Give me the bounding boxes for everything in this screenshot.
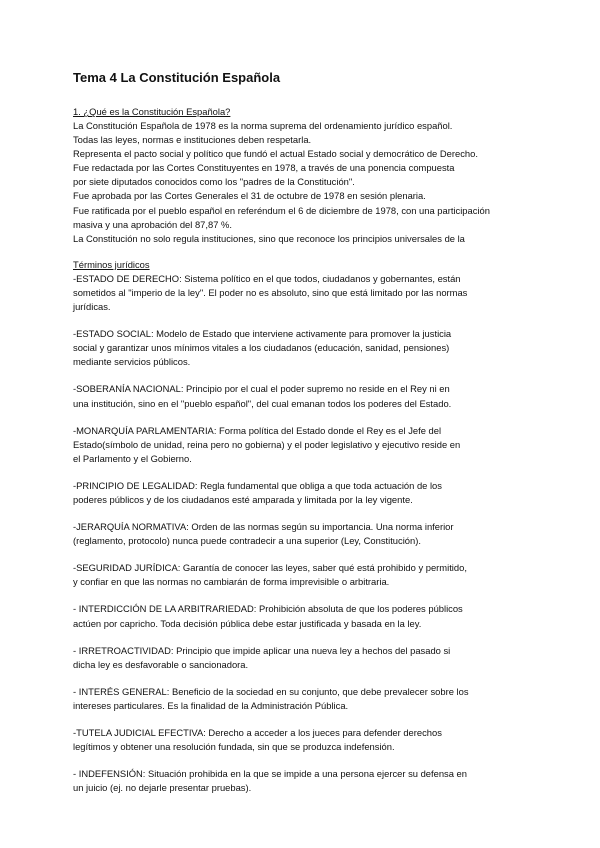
term-line: dicha ley es desfavorable o sancionadora.: [73, 658, 249, 670]
term-definition: [73, 382, 533, 410]
term-definition: [73, 272, 533, 314]
term-definition: [73, 767, 533, 795]
section-legal-terms: [73, 258, 533, 796]
term-line: legítimos y obtener una resolución fundada, sin que se produzca indefensión.: [73, 741, 395, 753]
term-definition: [73, 479, 533, 507]
term-line: (reglamento, protocolo) nunca puede contradecir a una superior (Ley, Constitución).: [73, 535, 421, 547]
document-page: [73, 70, 533, 808]
term-line: -PRINCIPIO DE LEGALIDAD: Regla fundamental que obliga a que toda actuación de los: [73, 479, 442, 491]
paragraph-line: La Constitución Española de 1978 es la norma suprema del ordenamiento jurídico español.: [73, 120, 453, 131]
section-heading: Términos jurídicos: [73, 258, 150, 270]
paragraph-line: Fue aprobada por las Cortes Generales el 31 de octubre de 1978 en sesión plenaria.: [73, 190, 426, 202]
term-line: -TUTELA JUDICIAL EFECTIVA: Derecho a acceder a los jueces para defender derechos: [73, 727, 442, 738]
term-line: un juicio (ej. no dejarle presentar pruebas).: [73, 782, 252, 794]
term-definition: [73, 424, 533, 466]
section-heading: 1. ¿Qué es la Constitución Española?: [73, 106, 231, 117]
term-line: social y garantizar unos mínimos vitales a los ciudadanos (educación, sanidad, pensiones): [73, 342, 450, 354]
term-line: - INTERDICCIÓN DE LA ARBITRARIEDAD: Prohibición absoluta de que los poderes públicos: [73, 603, 463, 615]
term-definition: [73, 602, 533, 630]
term-definition: [73, 685, 533, 713]
term-line: poderes públicos y de los ciudadanos esté amparada y limitada por la ley vigente.: [73, 493, 413, 505]
section-what-is-constitution: [73, 105, 533, 246]
term-line: -ESTADO SOCIAL: Modelo de Estado que interviene activamente para promover la justicia: [73, 328, 452, 340]
term-definition: [73, 726, 533, 754]
paragraph-line: La Constitución no solo regula instituciones, sino que reconoce los principios universales de la: [73, 232, 465, 244]
paragraph-line: por siete diputados conocidos como los "padres de la Constitución".: [73, 176, 355, 188]
term-line: -SOBERANÍA NACIONAL: Principio por el cual el poder supremo no reside en el Rey ni en: [73, 383, 450, 395]
term-line: y confiar en que las normas no cambiarán de forma imprevisible o arbitraria.: [73, 576, 390, 588]
paragraph-line: masiva y una aprobación del 87,87 %.: [73, 218, 232, 230]
term-line: - INDEFENSIÓN: Situación prohibida en la que se impide a una persona ejercer su defensa en: [73, 768, 467, 780]
term-definition: [73, 327, 533, 369]
term-line: actúen por capricho. Toda decisión pública debe estar justificada y basada en la ley.: [73, 617, 422, 629]
term-line: Estado(símbolo de unidad, reina pero no gobierna) y el poder legislativo y ejecutivo reside en: [73, 438, 461, 450]
terms-list: [73, 272, 533, 796]
section-body: [73, 119, 533, 246]
term-definition: [73, 644, 533, 672]
paragraph-line: Fue ratificada por el pueblo español en referéndum el 6 de diciembre de 1978, con una participación: [73, 204, 490, 216]
term-line: el Parlamento y el Gobierno.: [73, 452, 192, 464]
paragraph-line: Fue redactada por las Cortes Constituyentes en 1978, a través de una ponencia compuesta: [73, 162, 455, 174]
term-line: jurídicas.: [73, 301, 111, 313]
term-line: -SEGURIDAD JURÍDICA: Garantía de conocer las leyes, saber qué está prohibido y permitido,: [73, 562, 467, 574]
term-definition: [73, 561, 533, 589]
term-line: -MONARQUÍA PARLAMENTARIA: Forma política del Estado donde el Rey es el Jefe del: [73, 424, 442, 436]
term-line: mediante servicios públicos.: [73, 356, 191, 368]
term-line: una institución, sino en el "pueblo español", del cual emanan todos los poderes del Estado.: [73, 397, 452, 409]
document-title: Tema 4 La Constitución Española: [73, 70, 281, 85]
spacer: [73, 246, 533, 258]
term-line: sometidos al "imperio de la ley". El poder no es absoluto, sino que está limitado por las normas: [73, 286, 468, 298]
term-line: -JERARQUÍA NORMATIVA: Orden de las normas según su importancia. Una norma inferior: [73, 521, 454, 533]
term-definition: [73, 520, 533, 548]
term-line: - IRRETROACTIVIDAD: Principio que impide aplicar una nueva ley a hechos del pasado si: [73, 644, 451, 656]
term-line: intereses particulares. Es la finalidad de la Administración Pública.: [73, 699, 349, 711]
term-line: -ESTADO DE DERECHO: Sistema político en el que todos, ciudadanos y gobernantes, están: [73, 272, 461, 284]
paragraph-line: Representa el pacto social y político que fundó el actual Estado social y democrático de Derecho.: [73, 148, 478, 160]
term-line: - INTERÉS GENERAL: Beneficio de la sociedad en su conjunto, que debe prevalecer sobre los: [73, 685, 469, 697]
paragraph-line: Todas las leyes, normas e instituciones deben respetarla.: [73, 134, 312, 146]
